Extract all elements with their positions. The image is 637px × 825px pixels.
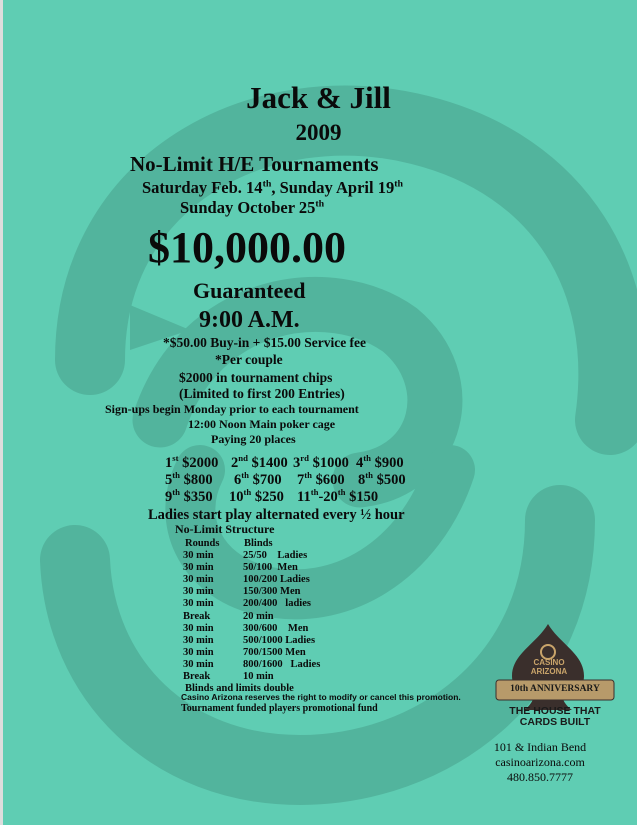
structure-round: 30 min (183, 658, 214, 670)
event-year: 2009 (295, 120, 342, 145)
address: 101 & Indian Bend (493, 740, 587, 754)
structure-round: Break (183, 610, 211, 622)
casino-logo (490, 618, 620, 738)
dates-line-1: Saturday Feb. 14th, Sunday April 19th (142, 178, 404, 197)
prize-9: 9th $350 (165, 487, 213, 505)
event-name: No-Limit H/E Tournaments (130, 152, 379, 176)
phone-number: 480.850.7777 (507, 770, 573, 784)
website-link[interactable]: casinoarizona.com (495, 755, 585, 769)
blinds-double-text: Blinds and limits double (185, 683, 294, 694)
per-couple-text: *Per couple (215, 352, 283, 367)
guaranteed-label: Guaranteed (193, 278, 306, 303)
guarantee-amount: $10,000.00 (148, 223, 346, 272)
anniversary-ribbon: 10th ANNIVERSARY (510, 684, 600, 694)
prize-8: 8th $500 (358, 470, 406, 488)
funded-text: Tournament funded players promotional fund (181, 703, 378, 714)
structure-round: 30 min (183, 562, 214, 574)
structure-round: 30 min (183, 598, 214, 610)
prize-11-20: 11th-20th $150 (297, 487, 379, 505)
structure-blinds: 300/600 Men (243, 622, 309, 634)
structure-round: 30 min (183, 574, 214, 586)
structure-round: Break (183, 671, 211, 682)
prize-5: 5th $800 (165, 470, 213, 488)
structure-header-rounds: Rounds (185, 538, 220, 549)
structure-header-blinds: Blinds (244, 538, 273, 549)
brand-line-1: CASINO (533, 658, 565, 667)
start-time: 9:00 A.M. (199, 307, 300, 333)
tagline (496, 706, 614, 728)
structure-round: 30 min (183, 586, 214, 598)
prize-6: 6th $700 (234, 470, 282, 488)
prize-2: 2nd $1400 (231, 453, 288, 471)
structure-blinds: 500/1000 Ladies (243, 634, 316, 646)
prize-10: 10th $250 (229, 487, 284, 505)
reserves-text: Casino Arizona reserves the right to modify or cancel this promotion. (181, 692, 461, 702)
structure-round: 30 min (183, 634, 214, 646)
structure-blinds: 200/400 ladies (243, 598, 311, 610)
structure-blinds: 10 min (243, 671, 274, 682)
structure-blinds: 100/200 Ladies (243, 574, 310, 586)
structure-blinds: 20 min (243, 610, 274, 622)
structure-blinds: 800/1600 Ladies (243, 658, 321, 670)
chips-text: $2000 in tournament chips (179, 370, 333, 385)
prize-4: 4th $900 (356, 453, 404, 471)
structure-title: No-Limit Structure (175, 522, 275, 536)
structure-round: 30 min (183, 550, 214, 561)
prize-1: 1st $2000 (165, 453, 219, 471)
noon-text: 12:00 Noon Main poker cage (188, 417, 336, 431)
structure-round: 30 min (183, 622, 214, 634)
structure-blinds: 50/100 Men (243, 562, 298, 574)
structure-blinds: 700/1500 Men (243, 646, 306, 658)
buyin-text: *$50.00 Buy-in + $15.00 Service fee (163, 335, 367, 350)
tagline-line-2: CARDS BUILT (519, 716, 591, 728)
brand-line-2: ARIZONA (530, 667, 568, 676)
structure-round: 30 min (183, 646, 214, 658)
limited-text: (Limited to first 200 Entries) (179, 386, 345, 401)
tagline-line-1: THE HOUSE THAT (509, 705, 601, 717)
signups-text: Sign-ups begin Monday prior to each tournament (105, 402, 359, 416)
event-title: Jack & Jill (246, 80, 391, 115)
ladies-text: Ladies start play alternated every ½ hour (148, 507, 405, 523)
prize-3: 3rd $1000 (293, 453, 349, 471)
structure-blinds: 150/300 Men (243, 586, 301, 598)
structure-blinds: 25/50 Ladies (243, 550, 308, 561)
brand-text (525, 658, 573, 676)
paying-text: Paying 20 places (211, 432, 296, 446)
dates-line-2: Sunday October 25th (180, 198, 325, 217)
prize-7: 7th $600 (297, 470, 345, 488)
